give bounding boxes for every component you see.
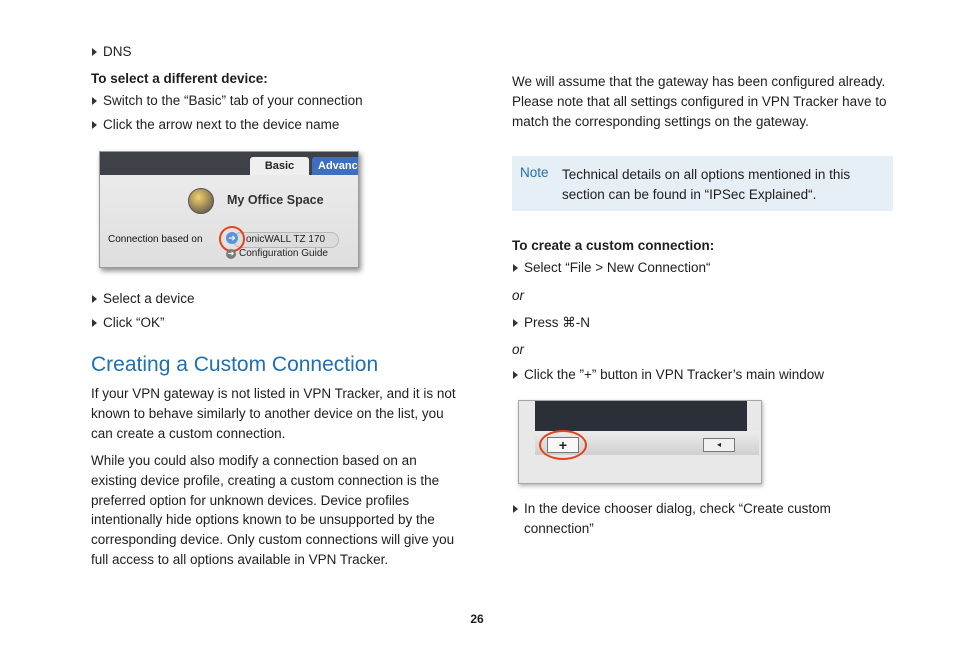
or-separator: or: [512, 288, 525, 303]
highlight-circle: [539, 430, 587, 460]
bullet-marker: [513, 264, 518, 272]
subhead-create-custom: To create a custom connection:: [512, 238, 715, 253]
screenshot-main-window-bottom: [518, 400, 762, 484]
bullet-file-new: [512, 258, 710, 278]
or-separator: or: [512, 342, 525, 357]
bullet-dns: [91, 42, 132, 62]
bullet-marker: [513, 505, 518, 513]
paragraph-device-profile: While you could also modify a connection based on an existing device profile, creating a custom connection is the preferred option for unknown devices. Device profiles intentionally hide options known to be unsupported by the corresponding device. Only custom connections will give you full access to all options available in VPN Tracker.: [91, 453, 455, 567]
connection-avatar-icon: [188, 188, 214, 214]
paragraph-not-listed: If your VPN gateway is not listed in VPN Tracker, and it is not known to behave similarly to another device on the list, you can create a custom connection.: [91, 386, 456, 441]
bullet-click-ok: [91, 313, 165, 333]
device-name: onicWALL TZ 170: [246, 234, 326, 245]
connection-based-on-label: Connection based on: [108, 234, 203, 245]
page-number: 26: [470, 612, 484, 626]
note-box: [512, 156, 893, 211]
connection-title: My Office Space: [227, 193, 324, 207]
connection-list-area: [535, 401, 747, 431]
device-name-pill: [233, 232, 339, 248]
section-heading: Creating a Custom Connection: [91, 353, 379, 376]
note-text: Technical details on all options mentioned in this section can be found in “IPSec Explained“.: [562, 167, 851, 202]
bullet-marker: [92, 295, 97, 303]
bullet-click-arrow: [91, 115, 339, 135]
bullet-text: Select “File > New Connection“: [524, 260, 711, 275]
add-connection-button: +: [547, 437, 579, 453]
paragraph-gateway-configured: We will assume that the gateway has been configured already. Please note that all settings configured in VPN Tracker have to match the corresponding settings on the gateway.: [512, 74, 887, 129]
bullet-marker: [92, 97, 97, 105]
bullet-click-plus: [512, 365, 824, 385]
tab-basic: Basic: [250, 157, 309, 175]
bullet-press-shortcut: [512, 313, 590, 333]
configuration-guide-link: Configuration Guide: [239, 248, 328, 259]
tab-advanced: Advanc: [312, 157, 359, 175]
bullet-text: Click “OK”: [103, 315, 165, 330]
bullet-marker: [513, 371, 518, 379]
bullet-text: Press ⌘-N: [524, 315, 591, 330]
guide-arrow-icon: ➜: [227, 249, 235, 258]
subhead-select-device: To select a different device:: [91, 71, 268, 86]
sidebar-toggle-button: ◂: [703, 438, 735, 452]
screenshot-connection-basic-tab: [99, 151, 359, 268]
bullet-select-device: [91, 289, 195, 309]
bullet-marker: [513, 319, 518, 327]
bullet-text: DNS: [103, 44, 132, 59]
bullet-text: In the device chooser dialog, check “Create custom connection”: [524, 501, 831, 536]
note-label: Note: [520, 165, 549, 180]
bullet-switch-tab: [91, 91, 363, 111]
bullet-text: Switch to the “Basic” tab of your connection: [103, 93, 363, 108]
device-arrow-icon: ➜: [226, 232, 238, 244]
bullet-text: Click the arrow next to the device name: [103, 117, 340, 132]
bullet-text: Click the ”+” button in VPN Tracker’s main window: [524, 367, 824, 382]
bullet-marker: [92, 319, 97, 327]
bullet-marker: [92, 48, 97, 56]
bullet-text: Select a device: [103, 291, 195, 306]
bullet-marker: [92, 121, 97, 129]
bullet-device-chooser: [512, 499, 854, 539]
